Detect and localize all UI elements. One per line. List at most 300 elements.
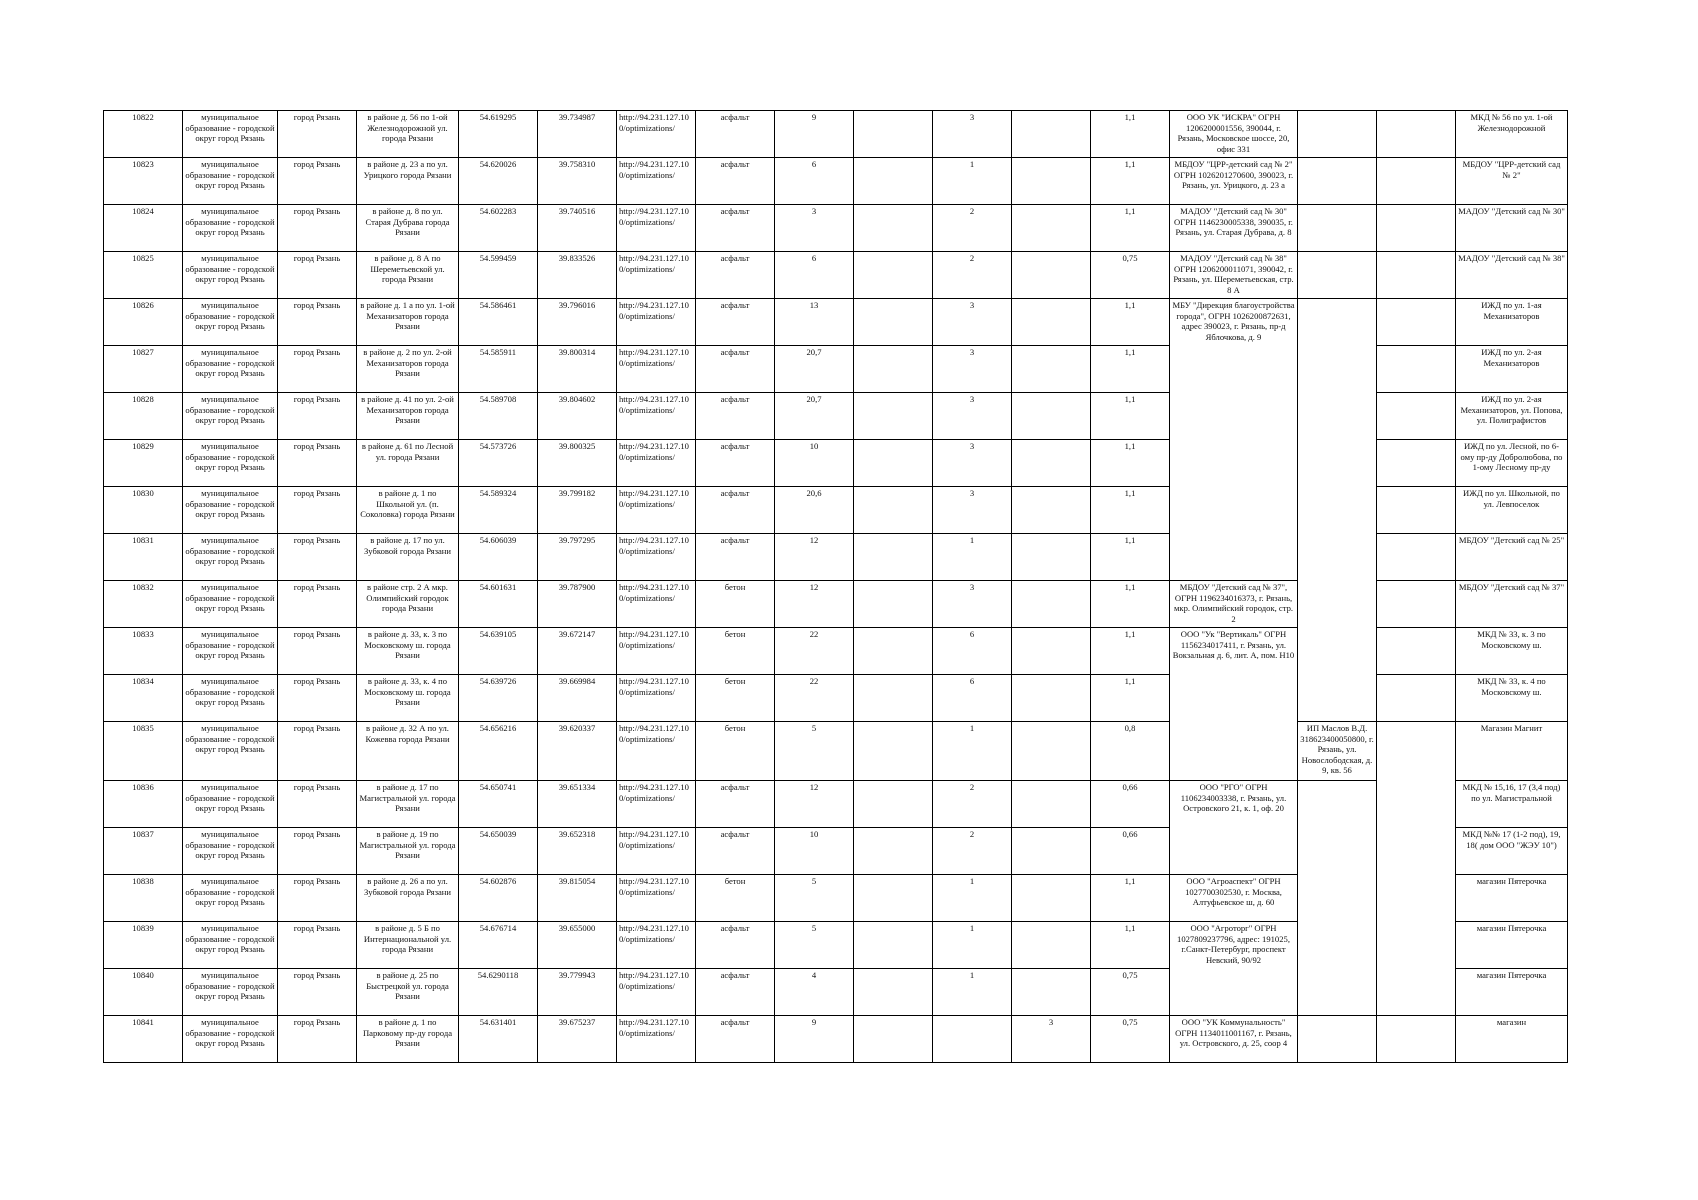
cell-latitude: 54.619295: [459, 111, 538, 158]
cell-longitude: 39.675237: [538, 1016, 617, 1063]
cell-container-volume: 1,1: [1091, 158, 1170, 205]
cell-address: в районе д. 19 по Магистральной ул. города Рязани: [357, 828, 459, 875]
cell-col-10: [854, 828, 933, 875]
cell-col-16: [1377, 393, 1456, 440]
cell-locality: город Рязань: [278, 111, 357, 158]
cell-waste-source: магазин: [1456, 1016, 1568, 1063]
cell-municipality: муниципальное образование - городской округ город Рязань: [183, 969, 278, 1016]
cell-col-10: [854, 111, 933, 158]
cell-area: 5: [775, 875, 854, 922]
cell-col-10: [854, 875, 933, 922]
cell-container-count: [933, 1016, 1012, 1063]
cell-locality: город Рязань: [278, 158, 357, 205]
cell-owner: ООО УК "ИСКРА" ОГРН 1206200001556, 390044, г. Рязань, Московское шоссе, 20, офис 331: [1170, 111, 1298, 158]
cell-col-12: [1012, 252, 1091, 299]
cell-longitude: 39.620337: [538, 722, 617, 781]
cell-record-number: 10834: [104, 675, 183, 722]
cell-container-volume: 1,1: [1091, 299, 1170, 346]
cell-container-volume: 0,8: [1091, 722, 1170, 781]
cell-owner: ООО "Ук "Вертикаль" ОГРН 1156234017411, г. Рязань, ул. Вокзальная д. 6, лит. А, пом. Н10: [1170, 628, 1298, 781]
cell-col-15: [1298, 252, 1377, 299]
cell-latitude: 54.631401: [459, 1016, 538, 1063]
cell-container-count: 3: [933, 440, 1012, 487]
cell-waste-source: ИЖД по ул. 2-ая Механизаторов, ул. Попова, ул. Полиграфистов: [1456, 393, 1568, 440]
cell-record-number: 10839: [104, 922, 183, 969]
cell-col-10: [854, 969, 933, 1016]
cell-latitude: 54.585911: [459, 346, 538, 393]
cell-owner: ООО "Агроторг" ОГРН 1027809237796, адрес: 191025, г.Санкт-Петербург, проспект Невский, 90/92: [1170, 922, 1298, 1016]
cell-map-link: http://94.231.127.10 0/optimizations/: [617, 346, 696, 393]
cell-area: 22: [775, 628, 854, 675]
cell-address: в районе д. 23 а по ул. Урицкого города Рязани: [357, 158, 459, 205]
cell-container-count: 6: [933, 675, 1012, 722]
cell-col-10: [854, 158, 933, 205]
cell-col-10: [854, 534, 933, 581]
cell-waste-source: магазин Пятерочка: [1456, 969, 1568, 1016]
cell-col-16: [1377, 299, 1456, 346]
cell-waste-source: МКД № 33, к. 4 по Московскому ш.: [1456, 675, 1568, 722]
cell-container-volume: 1,1: [1091, 534, 1170, 581]
cell-longitude: 39.758310: [538, 158, 617, 205]
cell-municipality: муниципальное образование - городской округ город Рязань: [183, 675, 278, 722]
cell-area: 6: [775, 252, 854, 299]
cell-col-16: [1377, 534, 1456, 581]
cell-locality: город Рязань: [278, 675, 357, 722]
cell-address: в районе д. 25 по Быстрецкой ул. города Рязани: [357, 969, 459, 1016]
cell-col-16: [1377, 346, 1456, 393]
cell-map-link: http://94.231.127.10 0/optimizations/: [617, 534, 696, 581]
cell-longitude: 39.740516: [538, 205, 617, 252]
cell-map-link: http://94.231.127.10 0/optimizations/: [617, 252, 696, 299]
cell-locality: город Рязань: [278, 487, 357, 534]
cell-record-number: 10840: [104, 969, 183, 1016]
cell-col-10: [854, 581, 933, 628]
cell-col-15: [1298, 299, 1377, 722]
cell-record-number: 10826: [104, 299, 183, 346]
cell-area: 12: [775, 534, 854, 581]
cell-locality: город Рязань: [278, 205, 357, 252]
cell-locality: город Рязань: [278, 828, 357, 875]
cell-municipality: муниципальное образование - городской округ город Рязань: [183, 828, 278, 875]
cell-col-10: [854, 440, 933, 487]
cell-owner: МАДОУ "Детский сад № 38" ОГРН 1206200011071, 390042, г. Рязань, ул. Шереметьевская, стр. 8 А: [1170, 252, 1298, 299]
cell-col-10: [854, 252, 933, 299]
cell-record-number: 10827: [104, 346, 183, 393]
cell-col-12: [1012, 440, 1091, 487]
cell-container-volume: 1,1: [1091, 346, 1170, 393]
cell-waste-source: магазин Пятерочка: [1456, 875, 1568, 922]
cell-col-10: [854, 922, 933, 969]
cell-owner: ООО "Агроаспект" ОГРН 1027700302530, г. Москва, Алтуфьевское ш, д. 60: [1170, 875, 1298, 922]
cell-container-volume: 0,75: [1091, 1016, 1170, 1063]
cell-col-10: [854, 205, 933, 252]
cell-surface-type: асфальт: [696, 111, 775, 158]
cell-container-volume: 0,75: [1091, 252, 1170, 299]
cell-col-15: ИП Маслов В.Д. 318623400050800, г. Рязань, ул. Новослободская, д. 9, кв. 56: [1298, 722, 1377, 781]
cell-map-link: http://94.231.127.10 0/optimizations/: [617, 487, 696, 534]
cell-longitude: 39.669984: [538, 675, 617, 722]
table-row: [104, 158, 1568, 205]
cell-container-count: 3: [933, 111, 1012, 158]
cell-container-volume: 0,66: [1091, 828, 1170, 875]
cell-col-16: [1377, 1016, 1456, 1063]
cell-col-10: [854, 299, 933, 346]
cell-longitude: 39.651334: [538, 781, 617, 828]
cell-latitude: 54.6290118: [459, 969, 538, 1016]
cell-col-12: [1012, 534, 1091, 581]
cell-owner: МБДОУ "Детский сад № 37", ОГРН 1196234016373, г. Рязань, мкр. Олимпийский городок, стр. 2: [1170, 581, 1298, 628]
cell-container-volume: 1,1: [1091, 675, 1170, 722]
cell-map-link: http://94.231.127.10 0/optimizations/: [617, 781, 696, 828]
cell-area: 20,7: [775, 393, 854, 440]
cell-municipality: муниципальное образование - городской округ город Рязань: [183, 781, 278, 828]
cell-col-12: [1012, 969, 1091, 1016]
cell-address: в районе д. 1 по Школьной ул. (п. Соколовка) города Рязани: [357, 487, 459, 534]
cell-map-link: http://94.231.127.10 0/optimizations/: [617, 111, 696, 158]
cell-longitude: 39.652318: [538, 828, 617, 875]
cell-map-link: http://94.231.127.10 0/optimizations/: [617, 922, 696, 969]
cell-area: 9: [775, 1016, 854, 1063]
cell-col-15: [1298, 205, 1377, 252]
cell-longitude: 39.796016: [538, 299, 617, 346]
cell-col-15: [1298, 1016, 1377, 1063]
cell-surface-type: асфальт: [696, 487, 775, 534]
cell-surface-type: асфальт: [696, 299, 775, 346]
cell-locality: город Рязань: [278, 722, 357, 781]
cell-waste-source: МКД №№ 17 (1-2 под), 19, 18( дом ООО "ЖЭУ 10"): [1456, 828, 1568, 875]
cell-surface-type: асфальт: [696, 1016, 775, 1063]
cell-col-16: [1377, 252, 1456, 299]
cell-container-count: 3: [933, 346, 1012, 393]
cell-locality: город Рязань: [278, 628, 357, 675]
cell-address: в районе д. 1 по Парковому пр-ду города Рязани: [357, 1016, 459, 1063]
cell-map-link: http://94.231.127.10 0/optimizations/: [617, 299, 696, 346]
cell-locality: город Рязань: [278, 252, 357, 299]
cell-locality: город Рязань: [278, 440, 357, 487]
cell-latitude: 54.602876: [459, 875, 538, 922]
cell-municipality: муниципальное образование - городской округ город Рязань: [183, 922, 278, 969]
cell-surface-type: бетон: [696, 875, 775, 922]
cell-waste-source: МКД № 33, к. 3 по Московскому ш.: [1456, 628, 1568, 675]
cell-owner: МБДОУ "ЦРР-детский сад № 2" ОГРН 1026201270600, 390023, г. Рязань, ул. Урицкого, д. 23 а: [1170, 158, 1298, 205]
cell-address: в районе д. 61 по Лесной ул. города Рязани: [357, 440, 459, 487]
cell-longitude: 39.655000: [538, 922, 617, 969]
cell-longitude: 39.800314: [538, 346, 617, 393]
cell-area: 10: [775, 440, 854, 487]
cell-col-12: [1012, 781, 1091, 828]
cell-area: 10: [775, 828, 854, 875]
cell-locality: город Рязань: [278, 299, 357, 346]
cell-col-16: [1377, 487, 1456, 534]
cell-col-12: [1012, 158, 1091, 205]
cell-latitude: 54.656216: [459, 722, 538, 781]
cell-locality: город Рязань: [278, 781, 357, 828]
cell-waste-source: ИЖД по ул. Школьной, по ул. Левпоселок: [1456, 487, 1568, 534]
cell-col-12: 3: [1012, 1016, 1091, 1063]
cell-owner: МБУ "Дирекция благоустройства города", ОГРН 1026200872631, адрес 390023, г. Рязань, пр-д Яблочкова, д. 9: [1170, 299, 1298, 581]
cell-col-10: [854, 628, 933, 675]
cell-container-count: 3: [933, 299, 1012, 346]
table-row: [104, 205, 1568, 252]
cell-container-count: 3: [933, 393, 1012, 440]
cell-col-16: [1377, 158, 1456, 205]
cell-col-16: [1377, 722, 1456, 1016]
cell-surface-type: асфальт: [696, 440, 775, 487]
cell-address: в районе д. 5 Б по Интернациональной ул. города Рязани: [357, 922, 459, 969]
cell-waste-source: МКД № 56 по ул. 1-ой Железнодорожной: [1456, 111, 1568, 158]
cell-municipality: муниципальное образование - городской округ город Рязань: [183, 440, 278, 487]
cell-record-number: 10828: [104, 393, 183, 440]
cell-latitude: 54.639105: [459, 628, 538, 675]
cell-area: 20,7: [775, 346, 854, 393]
cell-container-volume: 0,66: [1091, 781, 1170, 828]
cell-address: в районе д. 32 А по ул. Кожевва города Рязани: [357, 722, 459, 781]
cell-locality: город Рязань: [278, 346, 357, 393]
cell-surface-type: асфальт: [696, 158, 775, 205]
cell-surface-type: асфальт: [696, 969, 775, 1016]
cell-latitude: 54.650741: [459, 781, 538, 828]
cell-col-16: [1377, 581, 1456, 628]
cell-latitude: 54.650039: [459, 828, 538, 875]
cell-municipality: муниципальное образование - городской округ город Рязань: [183, 1016, 278, 1063]
cell-area: 12: [775, 781, 854, 828]
cell-latitude: 54.601631: [459, 581, 538, 628]
cell-surface-type: бетон: [696, 722, 775, 781]
table-row: [104, 781, 1568, 828]
cell-waste-source: МБДОУ "Детский сад № 37": [1456, 581, 1568, 628]
cell-container-volume: 1,1: [1091, 628, 1170, 675]
cell-owner: ООО "РГО" ОГРН 1106234003338, г. Рязань, ул. Островского 21, к. 1, оф. 20: [1170, 781, 1298, 875]
cell-surface-type: асфальт: [696, 534, 775, 581]
cell-area: 9: [775, 111, 854, 158]
cell-map-link: http://94.231.127.10 0/optimizations/: [617, 581, 696, 628]
cell-col-12: [1012, 675, 1091, 722]
cell-container-volume: 1,1: [1091, 922, 1170, 969]
cell-col-12: [1012, 487, 1091, 534]
cell-area: 3: [775, 205, 854, 252]
cell-record-number: 10841: [104, 1016, 183, 1063]
cell-container-volume: 1,1: [1091, 581, 1170, 628]
cell-container-count: 1: [933, 158, 1012, 205]
cell-waste-source: ИЖД по ул. Лесной, по 6-ому пр-ду Добролюбова, по 1-ому Лесному пр-ду: [1456, 440, 1568, 487]
cell-municipality: муниципальное образование - городской округ город Рязань: [183, 581, 278, 628]
cell-area: 4: [775, 969, 854, 1016]
cell-col-12: [1012, 346, 1091, 393]
cell-col-10: [854, 346, 933, 393]
cell-municipality: муниципальное образование - городской округ город Рязань: [183, 393, 278, 440]
cell-col-12: [1012, 722, 1091, 781]
cell-surface-type: асфальт: [696, 393, 775, 440]
cell-surface-type: асфальт: [696, 346, 775, 393]
cell-record-number: 10831: [104, 534, 183, 581]
cell-longitude: 39.779943: [538, 969, 617, 1016]
cell-municipality: муниципальное образование - городской округ город Рязань: [183, 487, 278, 534]
cell-surface-type: асфальт: [696, 205, 775, 252]
cell-col-15: [1298, 111, 1377, 158]
cell-latitude: 54.586461: [459, 299, 538, 346]
cell-locality: город Рязань: [278, 969, 357, 1016]
cell-municipality: муниципальное образование - городской округ город Рязань: [183, 205, 278, 252]
cell-longitude: 39.672147: [538, 628, 617, 675]
cell-latitude: 54.620026: [459, 158, 538, 205]
cell-col-16: [1377, 675, 1456, 722]
cell-locality: город Рязань: [278, 534, 357, 581]
cell-waste-source: МАДОУ "Детский сад № 30": [1456, 205, 1568, 252]
cell-record-number: 10836: [104, 781, 183, 828]
cell-container-count: 1: [933, 722, 1012, 781]
cell-address: в районе д. 8 по ул. Старая Дубрава города Рязани: [357, 205, 459, 252]
cell-municipality: муниципальное образование - городской округ город Рязань: [183, 252, 278, 299]
cell-address: в районе д. 17 по Магистральной ул. города Рязани: [357, 781, 459, 828]
cell-col-10: [854, 781, 933, 828]
cell-owner: МАДОУ "Детский сад № 30" ОГРН 1146230005338, 390035, г. Рязань, ул. Старая Дубрава, д. 8: [1170, 205, 1298, 252]
cell-container-count: 3: [933, 487, 1012, 534]
cell-address: в районе д. 33, к. 4 по Московскому ш. города Рязани: [357, 675, 459, 722]
cell-container-count: 6: [933, 628, 1012, 675]
cell-waste-source: МБДОУ "ЦРР-детский сад № 2": [1456, 158, 1568, 205]
cell-latitude: 54.639726: [459, 675, 538, 722]
cell-municipality: муниципальное образование - городской округ город Рязань: [183, 111, 278, 158]
cell-col-12: [1012, 875, 1091, 922]
cell-address: в районе д. 17 по ул. Зубковой города Рязани: [357, 534, 459, 581]
cell-waste-source: Магазин Магнит: [1456, 722, 1568, 781]
cell-record-number: 10829: [104, 440, 183, 487]
cell-municipality: муниципальное образование - городской округ город Рязань: [183, 628, 278, 675]
cell-col-10: [854, 675, 933, 722]
cell-waste-source: МКД № 15,16, 17 (3,4 под) по ул. Магистральной: [1456, 781, 1568, 828]
cell-address: в районе д. 41 по ул. 2-ой Механизаторов города Рязани: [357, 393, 459, 440]
cell-record-number: 10822: [104, 111, 183, 158]
cell-col-12: [1012, 581, 1091, 628]
cell-map-link: http://94.231.127.10 0/optimizations/: [617, 969, 696, 1016]
cell-container-volume: 1,1: [1091, 393, 1170, 440]
cell-col-16: [1377, 205, 1456, 252]
cell-container-count: 1: [933, 922, 1012, 969]
cell-record-number: 10837: [104, 828, 183, 875]
cell-map-link: http://94.231.127.10 0/optimizations/: [617, 828, 696, 875]
cell-map-link: http://94.231.127.10 0/optimizations/: [617, 628, 696, 675]
register-table: [103, 110, 1568, 1063]
cell-longitude: 39.833526: [538, 252, 617, 299]
cell-map-link: http://94.231.127.10 0/optimizations/: [617, 1016, 696, 1063]
cell-waste-source: магазин Пятерочка: [1456, 922, 1568, 969]
cell-longitude: 39.734987: [538, 111, 617, 158]
cell-record-number: 10825: [104, 252, 183, 299]
cell-container-count: 1: [933, 875, 1012, 922]
cell-map-link: http://94.231.127.10 0/optimizations/: [617, 875, 696, 922]
cell-address: в районе д. 2 по ул. 2-ой Механизаторов города Рязани: [357, 346, 459, 393]
table-row: [104, 299, 1568, 346]
cell-container-volume: 1,1: [1091, 487, 1170, 534]
cell-owner: ООО "УК Коммунальность" ОГРН 1134011001167, г. Рязань, ул. Островского, д. 25, соор 4: [1170, 1016, 1298, 1063]
cell-area: 5: [775, 722, 854, 781]
table-row: [104, 252, 1568, 299]
table-row: [104, 1016, 1568, 1063]
cell-col-12: [1012, 393, 1091, 440]
cell-surface-type: бетон: [696, 628, 775, 675]
cell-map-link: http://94.231.127.10 0/optimizations/: [617, 158, 696, 205]
cell-surface-type: бетон: [696, 675, 775, 722]
cell-longitude: 39.799182: [538, 487, 617, 534]
cell-col-10: [854, 722, 933, 781]
cell-record-number: 10833: [104, 628, 183, 675]
cell-map-link: http://94.231.127.10 0/optimizations/: [617, 440, 696, 487]
table-body: [104, 111, 1568, 1063]
cell-col-12: [1012, 111, 1091, 158]
cell-record-number: 10832: [104, 581, 183, 628]
cell-waste-source: МАДОУ "Детский сад № 38": [1456, 252, 1568, 299]
cell-surface-type: асфальт: [696, 781, 775, 828]
cell-locality: город Рязань: [278, 1016, 357, 1063]
cell-map-link: http://94.231.127.10 0/optimizations/: [617, 675, 696, 722]
cell-latitude: 54.606039: [459, 534, 538, 581]
cell-latitude: 54.589708: [459, 393, 538, 440]
cell-address: в районе стр. 2 А мкр. Олимпийский городок города Рязани: [357, 581, 459, 628]
cell-municipality: муниципальное образование - городской округ город Рязань: [183, 158, 278, 205]
cell-col-10: [854, 1016, 933, 1063]
cell-longitude: 39.800325: [538, 440, 617, 487]
cell-area: 20,6: [775, 487, 854, 534]
cell-area: 22: [775, 675, 854, 722]
cell-address: в районе д. 56 по 1-ой Железнодорожной ул. города Рязани: [357, 111, 459, 158]
cell-container-count: 2: [933, 828, 1012, 875]
cell-container-volume: 0,75: [1091, 969, 1170, 1016]
cell-longitude: 39.804602: [538, 393, 617, 440]
cell-surface-type: асфальт: [696, 922, 775, 969]
cell-col-16: [1377, 628, 1456, 675]
cell-address: в районе д. 8 А по Шереметьевской ул. города Рязани: [357, 252, 459, 299]
cell-container-count: 3: [933, 581, 1012, 628]
cell-surface-type: бетон: [696, 581, 775, 628]
cell-municipality: муниципальное образование - городской округ город Рязань: [183, 875, 278, 922]
cell-latitude: 54.599459: [459, 252, 538, 299]
cell-latitude: 54.573726: [459, 440, 538, 487]
cell-map-link: http://94.231.127.10 0/optimizations/: [617, 393, 696, 440]
cell-latitude: 54.589324: [459, 487, 538, 534]
cell-container-volume: 1,1: [1091, 440, 1170, 487]
cell-area: 13: [775, 299, 854, 346]
cell-record-number: 10824: [104, 205, 183, 252]
cell-col-10: [854, 487, 933, 534]
cell-latitude: 54.676714: [459, 922, 538, 969]
cell-col-10: [854, 393, 933, 440]
cell-col-12: [1012, 922, 1091, 969]
cell-col-12: [1012, 628, 1091, 675]
cell-surface-type: асфальт: [696, 828, 775, 875]
cell-container-volume: 1,1: [1091, 875, 1170, 922]
cell-col-12: [1012, 299, 1091, 346]
cell-container-count: 2: [933, 205, 1012, 252]
cell-col-15: [1298, 781, 1377, 1016]
cell-waste-source: МБДОУ "Детский сад № 25": [1456, 534, 1568, 581]
table-row: [104, 111, 1568, 158]
cell-address: в районе д. 26 а по ул. Зубковой города Рязани: [357, 875, 459, 922]
cell-record-number: 10838: [104, 875, 183, 922]
cell-longitude: 39.797295: [538, 534, 617, 581]
cell-col-16: [1377, 440, 1456, 487]
cell-municipality: муниципальное образование - городской округ город Рязань: [183, 346, 278, 393]
cell-longitude: 39.787900: [538, 581, 617, 628]
cell-col-12: [1012, 828, 1091, 875]
cell-map-link: http://94.231.127.10 0/optimizations/: [617, 205, 696, 252]
cell-container-volume: 1,1: [1091, 111, 1170, 158]
cell-address: в районе д. 33, к. 3 по Московскому ш. города Рязани: [357, 628, 459, 675]
cell-surface-type: асфальт: [696, 252, 775, 299]
cell-municipality: муниципальное образование - городской округ город Рязань: [183, 299, 278, 346]
cell-col-12: [1012, 205, 1091, 252]
cell-locality: город Рязань: [278, 875, 357, 922]
cell-map-link: http://94.231.127.10 0/optimizations/: [617, 722, 696, 781]
